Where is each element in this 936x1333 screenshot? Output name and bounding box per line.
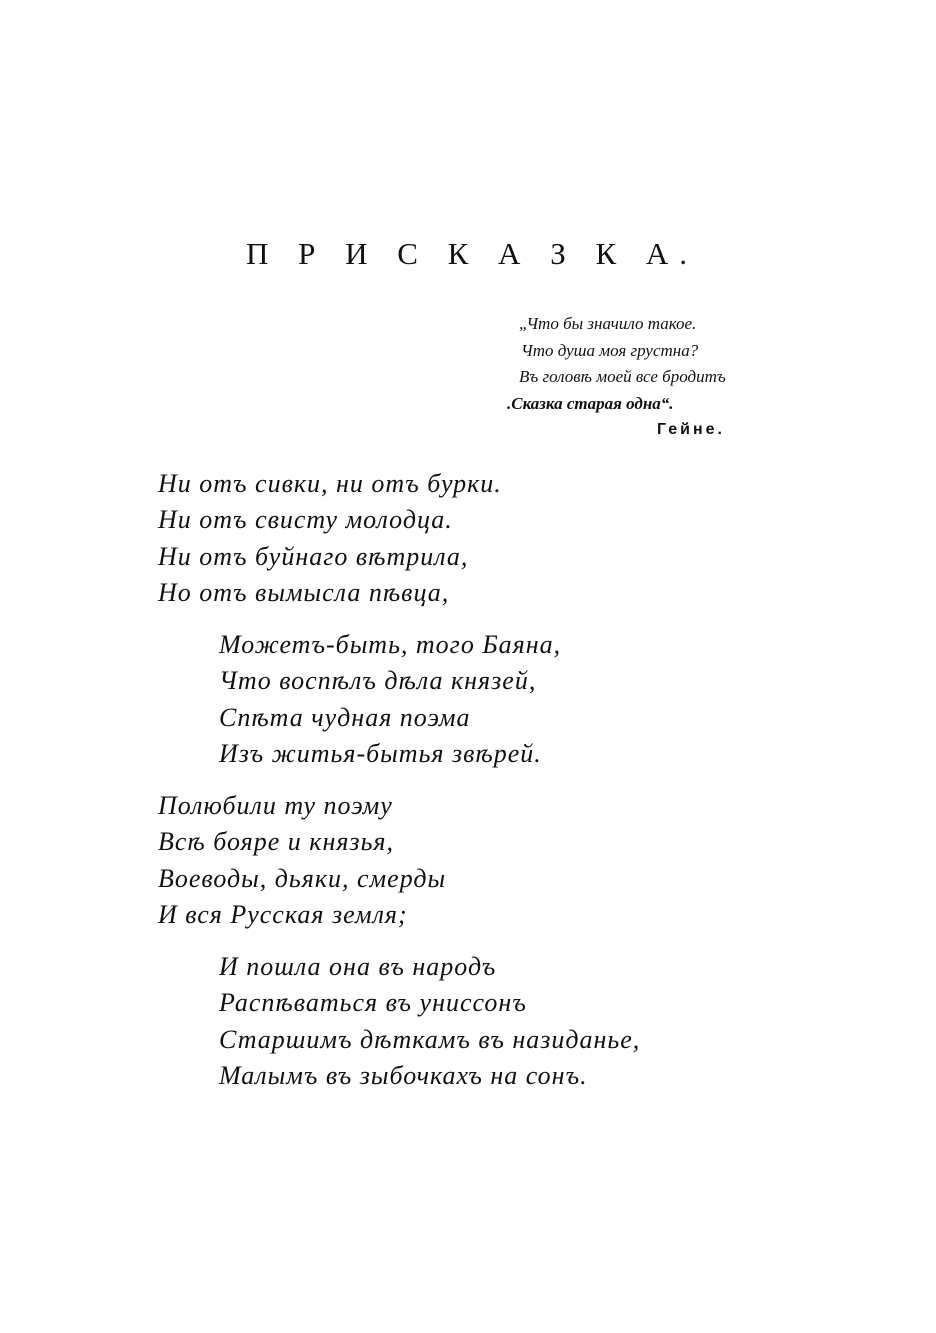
stanza-1 <box>158 466 502 611</box>
verse-line: Что воспѣлъ дѣла князей, <box>219 666 537 696</box>
epigraph <box>507 311 726 417</box>
stanza-4 <box>219 949 640 1094</box>
verse-line: Ни отъ свисту молодца. <box>158 505 453 535</box>
verse-line: Изъ житья-бытья звѣрей. <box>219 738 542 768</box>
verse-line: Воеводы, дьяки, смерды <box>158 863 447 893</box>
verse-line: Распѣваться въ униссонъ <box>219 988 527 1018</box>
stanza-2 <box>219 627 561 772</box>
epigraph-line: .Сказка старая одна“. <box>507 393 674 413</box>
verse-line: Полюбили ту поэму <box>158 791 393 820</box>
verse-line: Ни отъ сивки, ни отъ бурки. <box>158 469 502 498</box>
stanza-3 <box>158 788 446 933</box>
epigraph-line: „Что бы значило такое. <box>519 314 697 333</box>
verse-line: Можетъ-быть, того Баяна, <box>219 630 562 659</box>
epigraph-author: Гейне. <box>657 421 725 438</box>
epigraph-line: Въ головѣ моей все бродитъ <box>519 367 726 386</box>
verse-line: Старшимъ дѣткамъ въ назиданье, <box>219 1024 641 1054</box>
verse-line: Ни отъ буйнаго вѣтрила, <box>158 541 469 571</box>
verse-line: Малымъ въ зыбочкахъ на сонъ. <box>219 1060 588 1090</box>
verse-line: Но отъ вымысла пѣвца, <box>158 577 450 607</box>
verse-line: Всѣ бояре и князья, <box>158 827 394 857</box>
verse-line: Спѣта чудная поэма <box>219 702 471 732</box>
verse-line: И вся Русская земля; <box>158 899 408 929</box>
epigraph-line: Что душа моя грустна? <box>521 340 699 360</box>
page-title: П Р И С К А З К А. <box>245 236 699 271</box>
verse-line: И пошла она въ народъ <box>219 952 497 981</box>
